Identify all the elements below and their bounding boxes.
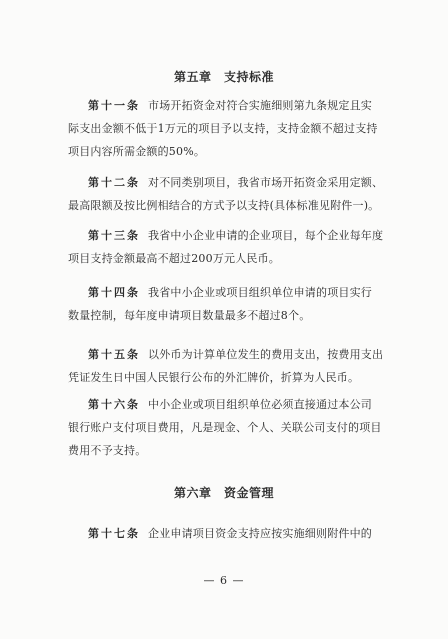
- article-16-line-3: 费用不予支持。: [68, 444, 147, 457]
- article-13-line-1: 我省中小企业申请的企业项目，每个企业每年度: [148, 229, 384, 242]
- article-16-line-1: 中小企业或项目组织单位必须直接通过本公司: [148, 398, 372, 411]
- article-12-line-2: 最高限额及按比例相结合的方式予以支持(具体标准见附件一)。: [68, 199, 380, 212]
- article-16-line-2: 银行账户支付项目费用，凡是现金、个人、关联公司支付的项目: [68, 421, 382, 434]
- article-14-label: 第十四条: [88, 286, 140, 299]
- article-14-line-2: 数量控制，每年度申请项目数量最多不超过8个。: [68, 309, 311, 322]
- chapter-6-heading: 第六章 资金管理: [173, 486, 274, 500]
- article-11: [68, 94, 413, 163]
- article-17-label: 第十七条: [88, 527, 140, 540]
- article-15-label: 第十五条: [88, 348, 140, 361]
- article-17-line-1: 企业申请项目资金支持应按实施细则附件中的: [148, 527, 372, 540]
- page-number: — 6 —: [203, 574, 245, 587]
- article-12-label: 第十二条: [88, 176, 140, 189]
- article-17: [88, 522, 413, 545]
- article-13: [68, 224, 413, 270]
- article-11-label: 第十一条: [88, 99, 140, 112]
- article-16: [68, 393, 413, 462]
- article-16-label: 第十六条: [88, 398, 140, 411]
- article-11-line-1: 市场开拓资金对符合实施细则第九条规定且实: [148, 99, 372, 112]
- article-15: [68, 343, 413, 389]
- article-13-label: 第十三条: [88, 229, 140, 242]
- article-15-line-2: 凭证发生日中国人民银行公布的外汇牌价，折算为人民币。: [68, 371, 360, 384]
- chapter-5-heading: 第五章 支持标准: [173, 70, 274, 84]
- article-15-line-1: 以外币为计算单位发生的费用支出，按费用支出: [148, 348, 384, 361]
- article-11-line-2: 际支出金额不低于1万元的项目予以支持，支持金额不超过支持: [68, 122, 378, 135]
- article-14-line-1: 我省中小企业或项目组织单位申请的项目实行: [148, 286, 372, 299]
- article-11-line-3: 项目内容所需金额的50%。: [68, 145, 206, 158]
- article-12-line-1: 对不同类别项目，我省市场开拓资金采用定额、: [148, 176, 384, 189]
- article-14: [68, 281, 413, 327]
- article-12: [68, 171, 413, 217]
- article-13-line-2: 项目支持金额最高不超过200万元人民币。: [68, 252, 280, 265]
